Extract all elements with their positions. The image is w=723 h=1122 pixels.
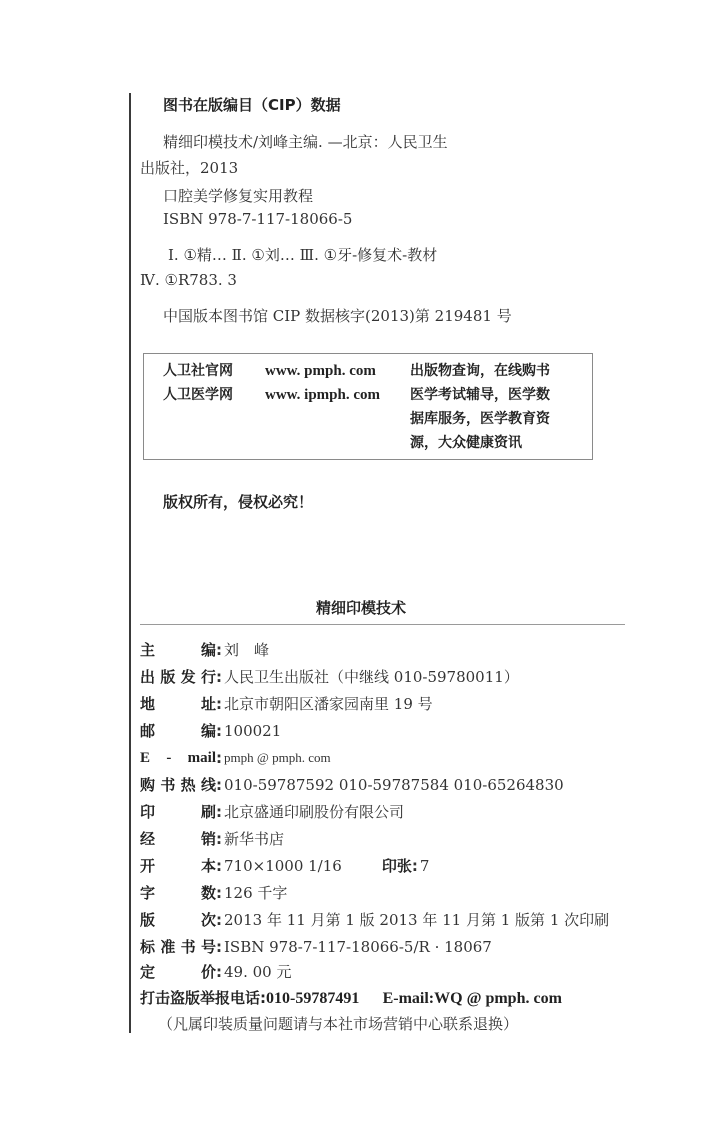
field-value: 新华书店 [224,830,285,848]
field-edition: 版次 : 2013 年 11 月第 1 版 2013 年 11 月第 1 版第 1 次印刷 [140,911,610,929]
quality-return-note: （凡属印装质量问题请与本社市场营销中心联系退换） [158,1015,519,1033]
field-label: 经销 [140,830,216,848]
site-name-ipmph: 人卫医学网 [163,387,233,403]
field-value: 刘 峰 [224,641,270,659]
site-name-pmph: 人卫社官网 [163,363,233,379]
field-value[interactable]: pmph @ pmph. com [224,750,331,765]
field-value: 49. 00 元 [224,963,292,981]
cip-line-1: 精细印模技术/刘峰主编. —北京：人民卫生 [163,133,448,151]
site-desc-ipmph-cont1: 据库服务，医学教育资 [410,411,550,427]
site-url-pmph[interactable]: www. pmph. com [265,363,376,379]
piracy-email-label: E-mail [382,990,429,1007]
field-format: 开本 : 710×1000 1/16 印张 : 7 [140,857,430,875]
website-info-box [143,353,593,460]
field-address: 地址 : 北京市朝阳区潘家园南里 19 号 [140,695,433,713]
field-label: 版次 [140,911,216,929]
piracy-email[interactable]: WQ @ pmph. com [434,990,562,1007]
field-value: ISBN 978-7-117-18066-5/R · 18067 [224,938,492,956]
piracy-label: 打击盗版举报电话 [140,989,261,1007]
field-label: 主编 [140,641,216,659]
cip-record-number: 中国版本图书馆 CIP 数据核字(2013)第 219481 号 [163,307,512,325]
cip-classification: Ⅰ. ①精… Ⅱ. ①刘… Ⅲ. ①牙-修复术-教材 [168,246,438,264]
field-hotline: 购书热线 : 010-59787592 010-59787584 010-65264830 [140,776,564,794]
field-label: 地址 [140,695,216,713]
cip-line-3: 口腔美学修复实用教程 [163,187,314,205]
field-publisher: 出版发行 : 人民卫生出版社（中继线 010-59780011） [140,668,519,686]
field-label: 印刷 [140,803,216,821]
field-isbn: 标准书号 : ISBN 978-7-117-18066-5/R · 18067 [140,938,492,956]
field-value: 010-59787592 010-59787584 010-65264830 [224,776,564,794]
field-value: 2013 年 11 月第 1 版 2013 年 11 月第 1 版第 1 次印刷 [224,911,610,929]
sheets-value: 7 [419,857,430,875]
field-value: 126 千字 [224,884,288,902]
field-editor: 主编 : 刘 峰 [140,641,270,659]
copyright-notice: 版权所有，侵权必究！ [163,493,314,511]
field-price: 定价 : 49. 00 元 [140,963,292,981]
field-label: 邮编 [140,722,216,740]
site-desc-ipmph: 医学考试辅导，医学数 [410,387,550,403]
cip-line-2: 出版社，2013 [140,159,239,177]
field-postcode: 邮编 : 100021 [140,722,282,740]
title-divider [140,624,625,625]
anti-piracy-line: 打击盗版举报电话:010-59787491 E-mail:WQ @ pmph. com [140,989,562,1007]
site-desc-pmph: 出版物查询，在线购书 [410,363,550,379]
field-distributor: 经销 : 新华书店 [140,830,285,848]
field-label: 定价 [140,963,216,981]
left-margin-rule [129,93,131,1033]
sheets-label: 印张 [381,857,412,875]
site-desc-ipmph-cont2: 源，大众健康资讯 [410,435,522,451]
field-label: 标准书号 [140,938,216,956]
field-value: 北京市朝阳区潘家园南里 19 号 [224,695,433,713]
cip-isbn: ISBN 978-7-117-18066-5 [163,210,353,228]
piracy-phone: 010-59787491 [266,990,360,1007]
field-value: 100021 [224,722,282,740]
cip-classification-cont: Ⅳ. ①R783. 3 [140,271,237,289]
field-printer: 印刷 : 北京盛通印刷股份有限公司 [140,803,405,821]
field-email: E - mail : pmph @ pmph. com [140,749,331,767]
field-word-count: 字数 : 126 千字 [140,884,288,902]
field-value: 北京盛通印刷股份有限公司 [224,803,405,821]
field-label: 购书热线 [140,776,216,794]
book-title: 精细印模技术 [316,599,407,617]
field-value: 710×1000 1/16 [224,857,342,875]
field-label: 字数 [140,884,216,902]
field-label: 开本 [140,857,216,875]
field-label: 出版发行 [140,668,216,686]
site-url-ipmph[interactable]: www. ipmph. com [265,387,381,403]
field-label: E - mail [140,750,216,766]
field-value: 人民卫生出版社（中继线 010-59780011） [224,668,519,686]
cip-title: 图书在版编目（CIP）数据 [163,96,341,114]
